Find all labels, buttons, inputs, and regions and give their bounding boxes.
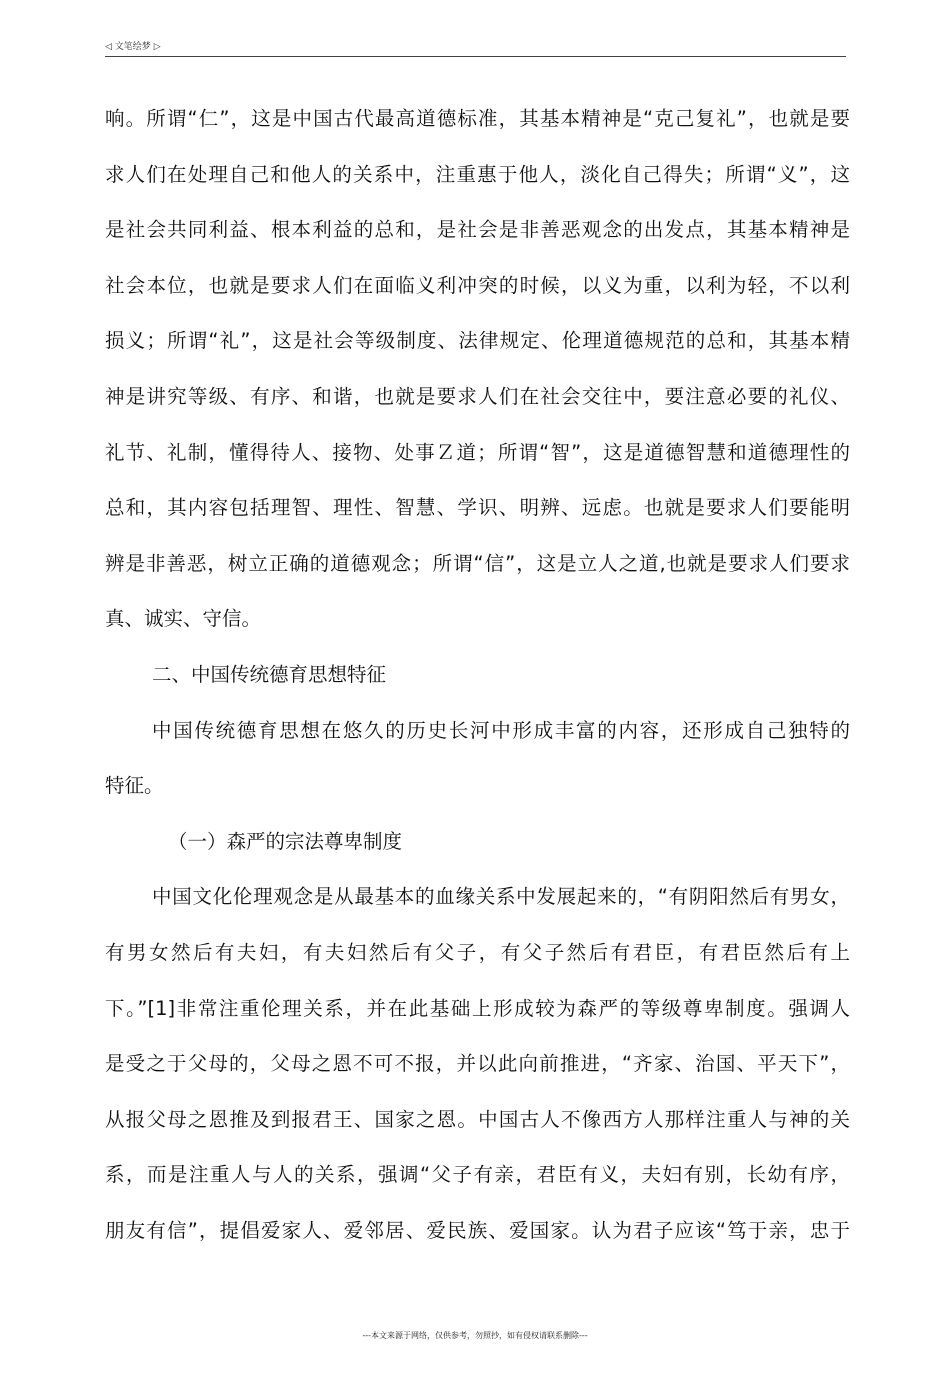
text-line: 系，而是注重人与人的关系，强调“父子有亲，君臣有义，夫妇有别，长幼有序， <box>105 1163 850 1187</box>
text-line: 有男女然后有夫妇，有夫妇然后有父子，有父子然后有君臣，有君臣然后有上 <box>105 940 850 964</box>
header-text: 文笔绘梦 <box>114 42 151 52</box>
text-line: 真、诚实、守信。 <box>105 607 262 631</box>
document-body <box>105 100 850 1267</box>
text-line: 社会本位，也就是要求人们在面临义利冲突的时候，以义为重，以利为轻，不以利 <box>105 273 850 297</box>
page-footer: ---本文来源于网络，仅供参考，勿照抄，如有侵权请联系删除--- <box>362 1331 588 1340</box>
subsection-heading: （一）森严的宗法尊卑制度 <box>168 829 403 853</box>
text-line: 朋友有信”，提倡爱家人、爱邻居、爱民族、爱国家。认为君子应该“笃于亲，忠于 <box>105 1218 850 1242</box>
text-line: 是受之于父母的，父母之恩不可不报，并以此向前推进，“齐家、治国、平天下”， <box>105 1052 850 1076</box>
text-line: 下。”[1]非常注重伦理关系，并在此基础上形成较为森严的等级尊卑制度。强调人 <box>105 996 850 1020</box>
right-triangle-icon: ▷ <box>153 42 161 52</box>
header-logo <box>105 41 161 53</box>
text-line: 损义；所谓“礼”，这是社会等级制度、法律规定、伦理道德规范的总和，其基本精 <box>105 329 850 353</box>
text-line: 从报父母之恩推及到报君王、国家之恩。中国古人不像西方人那样注重人与神的关 <box>105 1107 850 1131</box>
section-heading: 二、中国传统德育思想特征 <box>152 662 387 686</box>
text-line: 总和，其内容包括理智、理性、智慧、学识、明辨、远虑。也就是要求人们要能明 <box>105 496 850 520</box>
page-header <box>105 40 846 57</box>
text-line: 求人们在处理自己和他人的关系中，注重惠于他人，淡化自己得失；所谓“义”，这 <box>105 162 850 186</box>
text-line: 中国文化伦理观念是从最基本的血缘关系中发展起来的，“有阴阳然后有男女， <box>152 885 850 909</box>
left-triangle-icon: ◁ <box>105 42 112 52</box>
text-line: 神是讲究等级、有序、和谐，也就是要求人们在社会交往中，要注意必要的礼仪、 <box>105 384 850 408</box>
text-line: 响。所谓“仁”，这是中国古代最高道德标准，其基本精神是“克己复礼”，也就是要 <box>105 107 850 130</box>
text-line: 中国传统德育思想在悠久的历史长河中形成丰富的内容，还形成自己独特的 <box>152 718 850 742</box>
text-line: 辨是非善恶，树立正确的道德观念；所谓“信”，这是立人之道,也就是要求人们要求 <box>105 551 850 575</box>
text-line: 是社会共同利益、根本利益的总和，是社会是非善恶观念的出发点，其基本精神是 <box>105 218 850 242</box>
text-line: 特征。 <box>105 774 164 798</box>
text-line: 礼节、礼制，懂得待人、接物、处事Ｚ道；所谓“智”，这是道德智慧和道德理性的 <box>105 440 850 464</box>
